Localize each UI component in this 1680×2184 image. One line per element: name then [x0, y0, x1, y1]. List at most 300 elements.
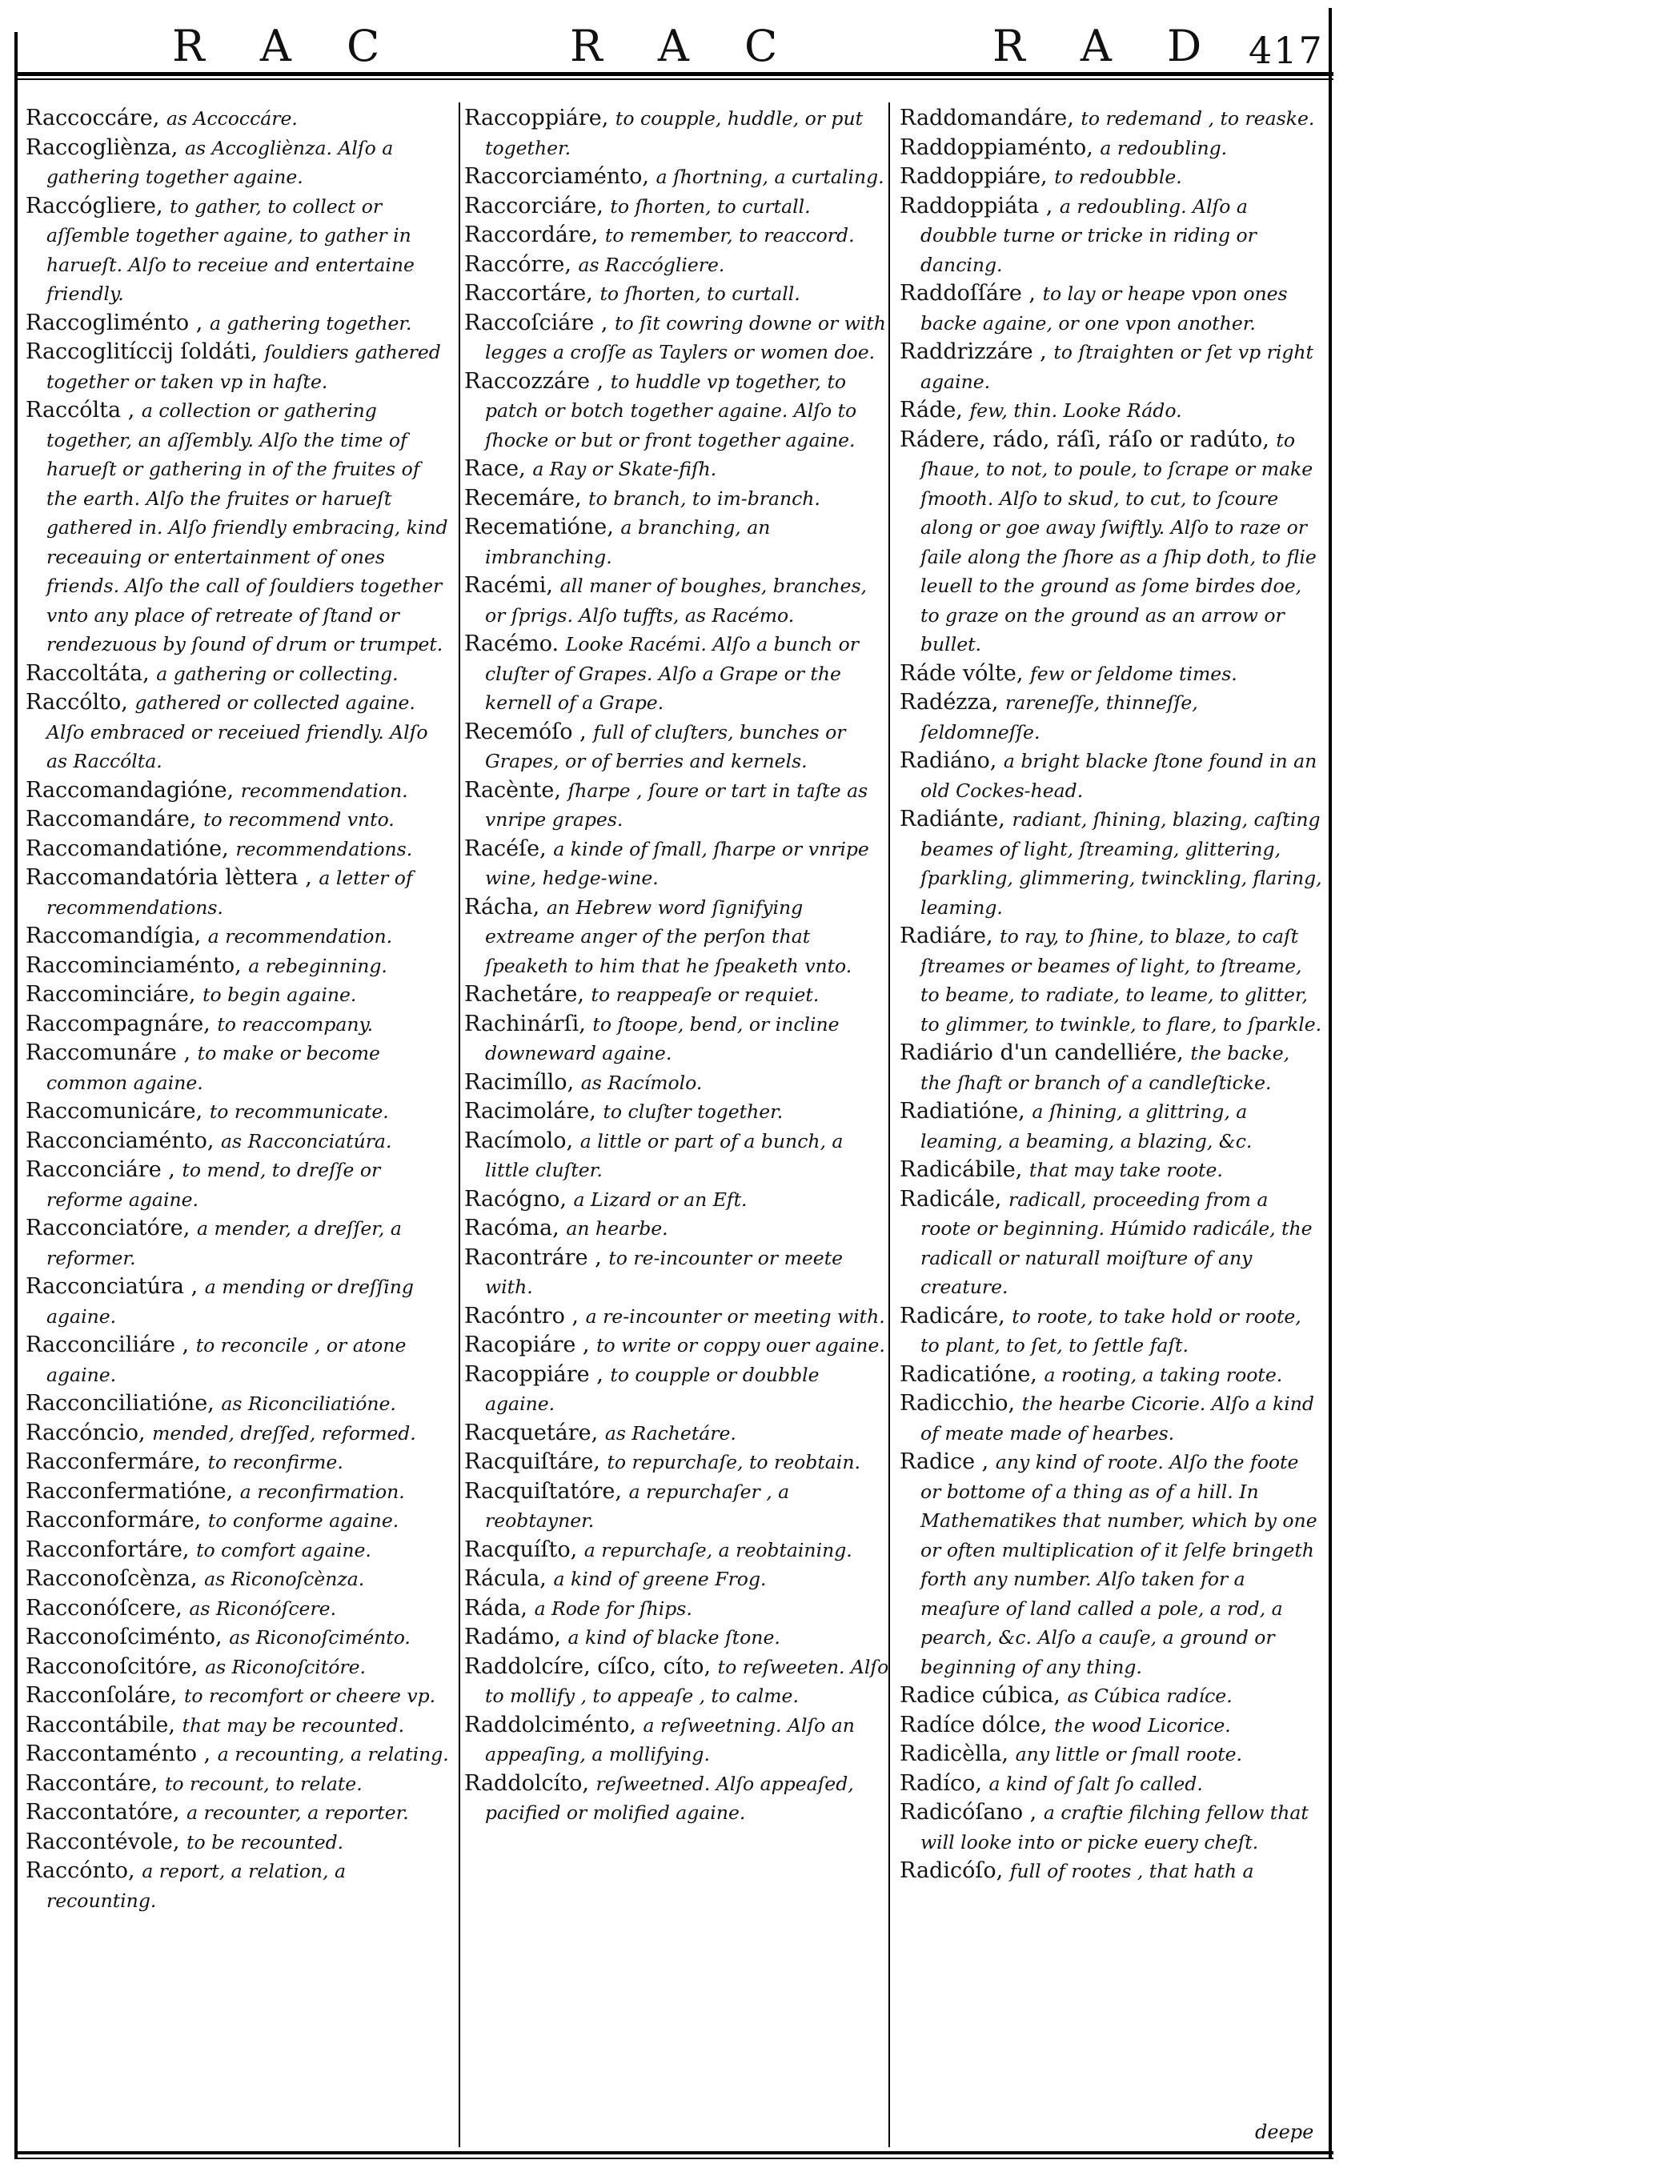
entry-term: Raddoppiaménto, [900, 134, 1093, 160]
entry-definition: few or ſeldome times. [1030, 662, 1237, 685]
dictionary-entry [464, 484, 892, 514]
entry-term: Rácha, [464, 894, 540, 920]
entry-definition: a gathering together. [209, 311, 412, 335]
entry-term: Radiánte, [900, 807, 1005, 832]
entry-term: Raddolciménto, [464, 1712, 636, 1737]
entry-definition: a kind of ſalt ſo called. [988, 1772, 1203, 1795]
entry-term: Raccontaménto , [26, 1741, 211, 1766]
footer-rule [14, 2151, 1333, 2154]
entry-term: Raccontévole, [26, 1829, 180, 1854]
entry-definition: to conforme againe. [207, 1509, 399, 1532]
page-number: 417 [1249, 29, 1324, 72]
dictionary-entry [900, 805, 1322, 922]
entry-definition: a rooting, a taking roote. [1044, 1363, 1283, 1386]
entry-definition: a re-incounter or meeting with. [585, 1304, 885, 1328]
dictionary-entry [900, 1798, 1322, 1857]
entry-definition: to reconfirme. [207, 1451, 343, 1473]
dictionary-entry [900, 1156, 1322, 1185]
dictionary-entry [26, 980, 454, 1010]
entry-term: Raccomandígia, [26, 924, 202, 948]
entry-term: Raddoppiáre, [900, 164, 1048, 189]
dictionary-entry [464, 250, 892, 280]
entry-definition: an Hebrew word ſignifying extreame anger of the perſon that ſpeaketh to him that he ſpeaketh vnto. [485, 896, 852, 977]
dictionary-entry [26, 659, 454, 689]
entry-definition: as Racímolo. [580, 1071, 703, 1094]
column-3 [900, 104, 1322, 1886]
entry-term: Raccozzáre , [464, 368, 604, 394]
entry-term: Racopiáre , [464, 1332, 590, 1357]
entry-term: Ráde, [900, 398, 963, 423]
entry-term: Racconfortáre, [26, 1537, 190, 1562]
entry-definition: a mender, a dreſſer, a reformer. [46, 1217, 402, 1269]
entry-term: Rachetáre, [464, 982, 584, 1007]
entry-definition: as Accogliènza. Alſo a gathering together againe. [46, 136, 394, 188]
dictionary-entry [464, 1331, 892, 1360]
entry-definition: to recount, to relate. [164, 1772, 363, 1795]
dictionary-entry [26, 1272, 454, 1331]
entry-definition: to comfort againe. [196, 1538, 371, 1561]
entry-definition: to repurchaſe, to reobtain. [607, 1451, 860, 1473]
dictionary-entry [26, 1214, 454, 1272]
dictionary-entry [26, 338, 454, 396]
entry-term: Racóntro , [464, 1303, 579, 1328]
entry-term: Racóma, [464, 1216, 559, 1240]
entry-definition: a reſweetning. Alſo an appeaſing, a mollifying. [485, 1713, 855, 1765]
running-headword: R A C [172, 21, 401, 71]
entry-term: Radíco, [900, 1770, 982, 1796]
dictionary-entry [464, 1185, 892, 1215]
entry-definition: to recommend vnto. [203, 808, 395, 831]
entry-term: Radicáre, [900, 1303, 1005, 1328]
entry-definition: as Cúbica radíce. [1067, 1685, 1233, 1707]
entry-definition: full of cluſters, bunches or Grapes, or of berries and kernels. [485, 720, 846, 772]
entry-term: Racimíllo, [464, 1069, 575, 1095]
footer-rule-thin [14, 2158, 1333, 2159]
entry-term: Racontráre , [464, 1244, 602, 1270]
entry-term: Racconciatóre, [26, 1216, 190, 1240]
dictionary-entry [464, 104, 892, 162]
dictionary-entry [26, 1623, 454, 1653]
entry-definition: a branching, an imbranching. [485, 516, 771, 568]
entry-definition: a ſhortning, a curtaling. [656, 166, 884, 188]
dictionary-entry [900, 1769, 1322, 1799]
entry-definition: as Rachetáre. [604, 1421, 736, 1445]
dictionary-entry [900, 1857, 1322, 1886]
entry-definition: gathered or collected againe. Alſo embraced or receiued friendly. Alſo as Raccólta. [46, 691, 428, 772]
dictionary-entry [26, 134, 454, 192]
entry-term: Radiáno, [900, 748, 997, 773]
entry-term: Radíce dólce, [900, 1712, 1048, 1737]
entry-term: Racémo. [464, 631, 559, 656]
dictionary-entry [464, 1068, 892, 1098]
entry-term: Raccontáre, [26, 1770, 158, 1796]
entry-term: Raddolcíto, [464, 1770, 589, 1796]
dictionary-entry [26, 776, 454, 806]
dictionary-entry [464, 571, 892, 630]
entry-term: Raddomandáre, [900, 106, 1074, 130]
entry-definition: to branch, to im-branch. [588, 487, 820, 510]
entry-term: Raddolcíre, cíſco, cíto, [464, 1653, 712, 1679]
dictionary-entry [900, 1711, 1322, 1741]
dictionary-entry [900, 162, 1322, 192]
entry-term: Raccoglitíccij ſoldáti, [26, 339, 258, 364]
entry-definition: reſweetned. Alſo appeaſed, pacified or molified againe. [485, 1772, 854, 1824]
dictionary-entry [900, 1740, 1322, 1769]
dictionary-entry [900, 134, 1322, 163]
dictionary-entry [900, 1039, 1322, 1097]
entry-term: Racconformáre, [26, 1508, 202, 1533]
header-rule-thin [14, 78, 1333, 80]
entry-term: Racimoláre, [464, 1099, 596, 1124]
entry-term: Raccorciaménto, [464, 164, 649, 189]
dictionary-entry [900, 1360, 1322, 1390]
entry-term: Raccórre, [464, 251, 571, 277]
entry-term: Racconoſciménto, [26, 1625, 223, 1649]
entry-term: Raccoſciáre , [464, 310, 608, 335]
entry-definition: as Raccógliere. [578, 253, 725, 276]
entry-term: Radice , [900, 1449, 989, 1474]
entry-term: Radicèlla, [900, 1741, 1009, 1766]
catchword: deepe [1255, 2121, 1314, 2143]
dictionary-entry [900, 1448, 1322, 1681]
entry-term: Racímolo, [464, 1128, 574, 1153]
entry-definition: a ſhining, a glittring, a leaming, a beaming, a blazing, &c. [920, 1100, 1253, 1152]
entry-term: Racconciliatióne, [26, 1391, 215, 1416]
entry-definition: as Accoccáre. [166, 107, 298, 130]
entry-definition: to ſtoope, bend, or incline downeward againe. [485, 1012, 840, 1064]
dictionary-entry [464, 1097, 892, 1127]
entry-definition: to coupple, huddle, or put together. [485, 107, 864, 159]
dictionary-entry [464, 367, 892, 455]
dictionary-entry [900, 279, 1322, 338]
dictionary-entry [464, 1536, 892, 1565]
dictionary-entry [464, 776, 892, 835]
entry-term: Rachinárſi, [464, 1011, 586, 1036]
dictionary-entry [900, 396, 1322, 426]
entry-definition: a Rode for ſhips. [534, 1597, 692, 1620]
entry-term: Radicchio, [900, 1391, 1016, 1416]
entry-definition: to recomfort or cheere vp. [183, 1685, 436, 1707]
entry-definition: to ſit cowring downe or with legges a croſſe as Taylers or women doe. [485, 311, 886, 363]
dictionary-entry [26, 1039, 454, 1097]
entry-definition: a repurchaſe, a reobtaining. [583, 1538, 852, 1561]
entry-term: Raccogliènza, [26, 134, 178, 160]
dictionary-entry [900, 1681, 1322, 1711]
entry-term: Racconóſcere, [26, 1595, 182, 1621]
dictionary-entry [464, 835, 892, 893]
entry-term: Raccólto, [26, 690, 128, 715]
entry-definition: as Riconoſciménto. [229, 1626, 411, 1649]
dictionary-entry [464, 1623, 892, 1653]
entry-term: Radicóſano , [900, 1800, 1037, 1825]
entry-definition: as Riconoſcitóre. [205, 1655, 367, 1678]
dictionary-entry [464, 279, 892, 309]
entry-term: Raddrizzáre , [900, 339, 1047, 364]
entry-definition: as Racconciatúra. [221, 1129, 392, 1152]
dictionary-entry [26, 922, 454, 952]
entry-term: Raccógliere, [26, 193, 163, 218]
entry-term: Raddoſſáre , [900, 281, 1036, 306]
dictionary-entry [464, 221, 892, 250]
dictionary-entry [464, 1711, 892, 1769]
column-1 [26, 104, 454, 1915]
entry-definition: a reconfirmation. [239, 1480, 405, 1503]
dictionary-entry [26, 1010, 454, 1040]
entry-definition: to coupple or doubble againe. [485, 1363, 820, 1415]
dictionary-entry [26, 864, 454, 922]
entry-term: Racconfermatióne, [26, 1478, 234, 1504]
entry-definition: a little or part of a bunch, a little cluſter. [485, 1129, 844, 1181]
entry-definition: a recounter, a reporter. [186, 1801, 409, 1824]
entry-term: Raccortáre, [464, 281, 593, 306]
entry-definition: a redoubling. [1100, 136, 1228, 159]
dictionary-entry [26, 1769, 454, 1799]
entry-definition: to mend, to dreſſe or reforme againe. [46, 1159, 381, 1211]
dictionary-entry [464, 1214, 892, 1244]
entry-term: Raccontábile, [26, 1712, 175, 1737]
dictionary-entry [26, 1798, 454, 1828]
entry-definition: a Ray or Skate-fiſh. [532, 458, 717, 480]
entry-term: Raccominciáre, [26, 982, 196, 1007]
dictionary-entry [464, 1594, 892, 1624]
entry-definition: to remember, to reaccord. [604, 224, 855, 246]
entry-term: Racéſe, [464, 836, 547, 861]
entry-definition: a kind of greene Frog. [553, 1568, 767, 1590]
entry-term: Radice cúbica, [900, 1683, 1061, 1708]
entry-term: Racconciaménto, [26, 1128, 215, 1153]
entry-definition: a repurchaſer , a reobtayner. [485, 1480, 790, 1532]
dictionary-entry [26, 1711, 454, 1741]
entry-term: Recemóſo , [464, 719, 587, 744]
entry-term: Raccogliménto , [26, 310, 203, 335]
entry-definition: to ray, to ſhine, to blaze, to caſt ſtreames or beames of light, to ſtreame, to beame, to radiate, to leame, to glitter, to glimmer, to twinkle, to flare, to ſparkle. [920, 925, 1322, 1036]
entry-definition: all maner of boughes, branches, or ſprigs. Alſo tuffts, as Racémo. [485, 575, 867, 627]
dictionary-entry [464, 1244, 892, 1302]
entry-definition: as Riconóſcere. [189, 1597, 337, 1620]
dictionary-entry [464, 1419, 892, 1449]
entry-definition: to ſhaue, to not, to poule, to ſcrape or make ſmooth. Alſo to skud, to cut, to ſcoure along or goe away ſwiftly. Alſo to raze or ſaile along the ſhore as a ſhip doth, to flie leuell to the ground as ſome birdes doe, to graze on the ground as an arrow or bullet. [920, 428, 1317, 655]
dictionary-entry [464, 1565, 892, 1594]
entry-definition: recommendation. [240, 779, 408, 802]
entry-term: Radicatióne, [900, 1361, 1037, 1387]
entry-term: Radicábile, [900, 1157, 1023, 1182]
entry-term: Raccomunicáre, [26, 1099, 203, 1124]
entry-definition: to roote, to take hold or roote, to plant, to ſet, to ſettle faſt. [920, 1304, 1301, 1356]
entry-term: Rádere, rádo, ráſi, ráſo or radúto, [900, 427, 1269, 452]
dictionary-entry [26, 104, 454, 134]
entry-term: Raccoltáta, [26, 660, 150, 686]
dictionary-entry [900, 426, 1322, 659]
dictionary-entry [26, 1389, 454, 1419]
header-rule [14, 72, 1333, 76]
entry-definition: to gather, to collect or aſſemble together againe, to gather in harueſt. Alſo to receiue and entertaine friendly. [46, 194, 415, 305]
entry-definition: a craftie filching fellow that will looke into or picke euery cheſt. [920, 1801, 1309, 1853]
entry-definition: a redoubling. Alſo a doubble turne or tricke in riding or dancing. [920, 194, 1257, 276]
dictionary-entry [26, 1506, 454, 1536]
entry-definition: a letter of recommendations. [46, 867, 413, 919]
entry-term: Racógno, [464, 1186, 567, 1212]
entry-definition: radiant, ſhining, blazing, caſting beames of light, ſtreaming, glittering, ſparkling, glimmering, twinckling, flaring, leaming. [920, 808, 1322, 919]
dictionary-entry [26, 1477, 454, 1507]
dictionary-entry [26, 1331, 454, 1389]
entry-definition: the hearbe Cicorie. Alſo a kind of meate made of hearbes. [920, 1393, 1314, 1445]
entry-term: Recemáre, [464, 485, 582, 511]
dictionary-entry [26, 835, 454, 864]
dictionary-entry [900, 192, 1322, 280]
entry-term: Raccomandagióne, [26, 777, 235, 803]
entry-term: Raccorciáre, [464, 193, 603, 218]
entry-definition: that may take roote. [1028, 1159, 1223, 1181]
column-divider [459, 102, 460, 2147]
dictionary-entry [26, 1127, 454, 1156]
dictionary-entry [26, 1448, 454, 1477]
entry-definition: the wood Licorice. [1054, 1713, 1231, 1737]
dictionary-entry [900, 659, 1322, 689]
dictionary-entry [26, 1156, 454, 1214]
entry-term: Racconfermáre, [26, 1449, 201, 1474]
entry-term: Racoppiáre , [464, 1361, 603, 1387]
entry-term: Racquetáre, [464, 1420, 599, 1445]
dictionary-entry [900, 104, 1322, 134]
dictionary-entry [26, 1594, 454, 1624]
entry-term: Racconciatúra , [26, 1274, 198, 1299]
dictionary-entry [26, 1828, 454, 1857]
entry-definition: to reaccompany. [217, 1012, 374, 1036]
entry-term: Recematióne, [464, 515, 614, 539]
entry-definition: a gathering or collecting. [156, 662, 399, 685]
entry-definition: a kinde of ſmall, ſharpe or vnripe wine, hedge-wine. [485, 837, 869, 889]
column-2 [464, 104, 892, 1828]
running-headword: R A D [992, 21, 1223, 71]
entry-definition: to reſweeten. Alſo to mollify , to appeaſe , to calme. [485, 1655, 889, 1707]
entry-definition: any little or ſmall roote. [1015, 1743, 1243, 1765]
dictionary-entry [26, 1857, 454, 1915]
dictionary-entry [900, 747, 1322, 805]
entry-definition: to huddle vp together, to patch or botch together againe. Alſo to ſhocke or but or front together againe. [485, 370, 857, 451]
entry-definition: a report, a relation, a recounting. [46, 1860, 346, 1912]
dictionary-entry [464, 513, 892, 571]
entry-term: Raccomandáre, [26, 807, 197, 832]
entry-term: Raccominciaménto, [26, 952, 242, 978]
entry-definition: to re-incounter or meete with. [485, 1246, 844, 1298]
entry-definition: to reappeaſe or requiet. [591, 984, 820, 1006]
dictionary-entry [464, 893, 892, 981]
entry-definition: as Riconoſcènza. [204, 1568, 365, 1590]
dictionary-entry [464, 309, 892, 367]
entry-term: Racquiſtáre, [464, 1449, 600, 1474]
dictionary-entry [464, 980, 892, 1010]
dictionary-entry [464, 1302, 892, 1332]
entry-definition: mended, dreſſed, reformed. [152, 1421, 416, 1445]
dictionary-entry [900, 338, 1322, 396]
entry-definition: to ſhorten, to curtall. [599, 283, 800, 305]
dictionary-entry [900, 1302, 1322, 1360]
entry-definition: to begin againe. [202, 984, 357, 1006]
dictionary-entry [464, 1477, 892, 1536]
entry-definition: a bright blacke ſtone found in an old Cockes-head. [920, 750, 1317, 802]
entry-term: Radiatióne, [900, 1099, 1025, 1124]
entry-term: Racconſoláre, [26, 1683, 178, 1708]
dictionary-entry [900, 1097, 1322, 1156]
entry-definition: to make or become common againe. [46, 1042, 380, 1094]
dictionary-entry [26, 1565, 454, 1594]
dictionary-entry [26, 309, 454, 339]
entry-definition: few, thin. Looke Rádo. [969, 399, 1182, 422]
dictionary-entry [900, 1389, 1322, 1448]
entry-definition: a recounting, a relating. [217, 1743, 449, 1765]
dictionary-entry [464, 455, 892, 484]
entry-definition: to be recounted. [186, 1830, 344, 1853]
entry-term: Ráde vólte, [900, 660, 1024, 686]
dictionary-entry [26, 952, 454, 981]
entry-term: Radiáre, [900, 924, 993, 948]
entry-term: Racconciáre , [26, 1157, 175, 1182]
entry-definition: a rebeginning. [248, 954, 387, 977]
entry-term: Raccontatóre, [26, 1800, 180, 1825]
entry-definition: as Riconciliatióne. [221, 1393, 396, 1415]
entry-definition: a collection or gathering together, an aſſembly. Alſo the time of harueſt or gathering in of the fruites of the earth. Alſo the fruites or harueſt gathered in. Alſo friendly embracing, kind receauing or entertainment of ones friends. Alſo the call of ſouldiers together vnto any place of retreate of ſtand or rendezuous by ſound of drum or trumpet. [46, 399, 448, 655]
entry-term: Raccomunáre , [26, 1040, 191, 1065]
entry-term: Raccomandatória lèttera , [26, 865, 312, 890]
entry-definition: ſharpe , ſoure or tart in taſte as vnripe grapes. [485, 779, 868, 831]
dictionary-entry [26, 805, 454, 835]
entry-definition: ſouldiers gathered together or taken vp in haſte. [46, 341, 441, 393]
entry-definition: a recommendation. [207, 925, 393, 948]
dictionary-entry [464, 1448, 892, 1477]
entry-term: Raccóncio, [26, 1420, 146, 1445]
dictionary-entry [464, 718, 892, 776]
dictionary-entry [26, 1419, 454, 1449]
dictionary-entry [26, 192, 454, 309]
entry-definition: Looke Racémi. Alſo a bunch or cluſter of Grapes. Alſo a Grape or the kernell of a Grape. [485, 633, 860, 714]
entry-definition: to lay or heape vpon ones backe againe, or one vpon another. [920, 283, 1288, 335]
entry-term: Racémi, [464, 573, 553, 598]
left-border [14, 32, 18, 2159]
entry-term: Racconoſcitóre, [26, 1653, 198, 1679]
dictionary-entry [26, 1653, 454, 1682]
entry-term: Rácula, [464, 1566, 547, 1591]
entry-definition: a Lizard or an Eft. [573, 1188, 748, 1211]
entry-term: Raccordáre, [464, 222, 599, 247]
dictionary-entry [900, 922, 1322, 1039]
entry-definition: recommendations. [235, 837, 413, 860]
entry-definition: to cluſter together. [603, 1100, 784, 1123]
entry-definition: that may be recounted. [182, 1713, 405, 1737]
entry-definition: to ſtraighten or ſet vp right againe. [920, 341, 1313, 393]
dictionary-entry [464, 192, 892, 222]
dictionary-entry [26, 1097, 454, 1127]
dictionary-entry [26, 396, 454, 659]
entry-term: Ráda, [464, 1595, 528, 1621]
entry-term: Raccoppiáre, [464, 106, 609, 130]
dictionary-entry [464, 162, 892, 192]
entry-term: Raddoppiáta , [900, 193, 1053, 218]
entry-term: Radámo, [464, 1625, 561, 1649]
dictionary-entry [26, 1536, 454, 1565]
entry-term: Racquíſto, [464, 1537, 578, 1562]
entry-definition: to write or coppy ouer againe. [596, 1334, 885, 1356]
dictionary-entry [464, 1653, 892, 1711]
dictionary-entry [464, 1360, 892, 1419]
entry-term: Race, [464, 456, 526, 481]
dictionary-entry [464, 1769, 892, 1828]
entry-term: Raccoccáre, [26, 106, 160, 130]
entry-term: Racconoſcènza, [26, 1566, 198, 1591]
entry-definition: rareneſſe, thinneſſe, ſeldomneſſe. [920, 691, 1198, 743]
entry-term: Racquiſtatóre, [464, 1478, 622, 1504]
entry-term: Raccomandatióne, [26, 836, 229, 861]
entry-definition: to ſhorten, to curtall. [610, 194, 811, 218]
